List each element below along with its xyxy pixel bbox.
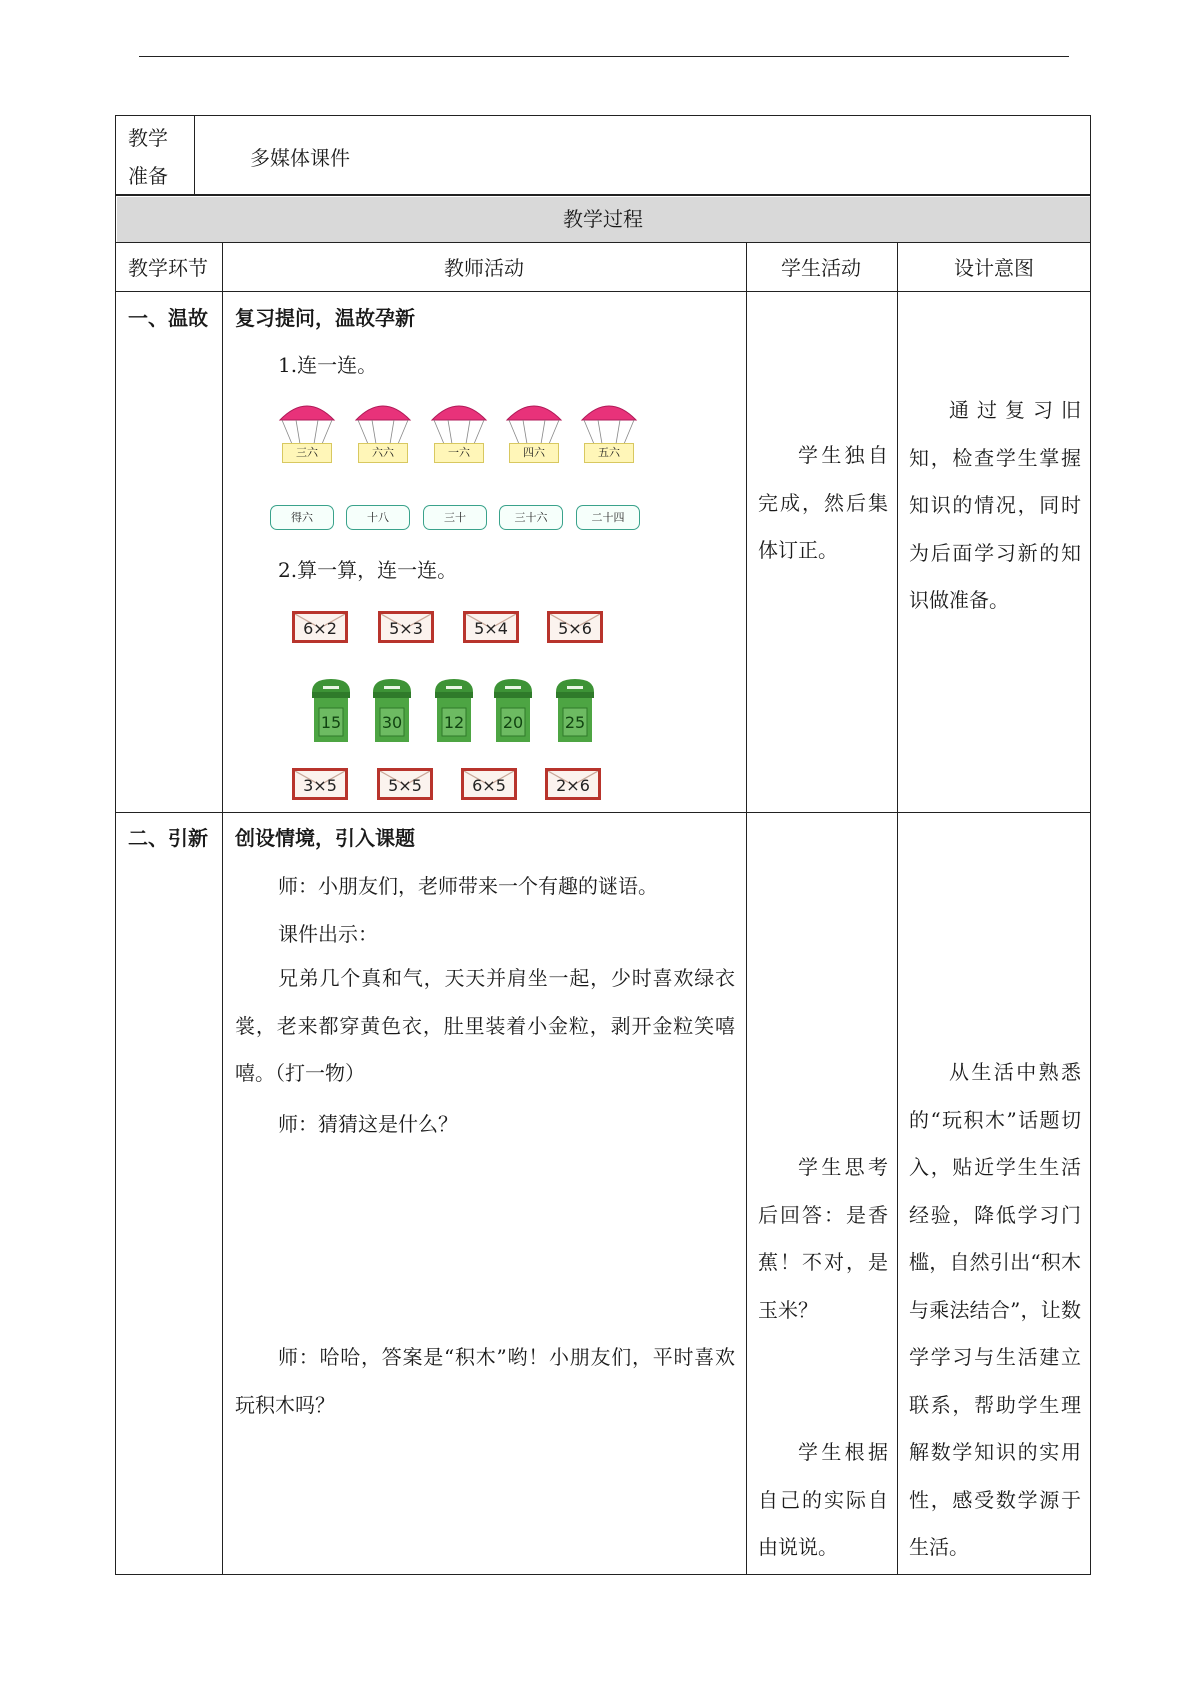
task1-label: 1.连一连。 [278, 353, 378, 377]
section2-line3: 师：猜猜这是什么？ [278, 1112, 458, 1136]
parachute-5 [580, 398, 638, 468]
mailbox-icon [311, 678, 351, 742]
section2-heading: 创设情境，引入课题 [235, 826, 415, 850]
section2-riddle: 兄弟几个真和气，天天并肩坐一起，少时喜欢绿衣裳，老来都穿黄色衣，肚里装着小金粒，剥开金粒笑嘻嘻。（打一物） [235, 966, 735, 1085]
mailbox-label: 20 [502, 713, 524, 732]
envelope-label: 2×6 [556, 776, 590, 795]
mailbox-label: 25 [564, 713, 586, 732]
task2-label: 2.算一算，连一连。 [278, 558, 458, 582]
parachute-icon [430, 398, 488, 448]
mailbox-1 [311, 678, 351, 742]
envelope-label: 3×5 [303, 776, 337, 795]
envelope-bottom-1 [292, 768, 348, 800]
parachute-icon [278, 398, 336, 448]
mailbox-label: 15 [320, 713, 342, 732]
process-title: 教学过程 [563, 207, 643, 231]
parachute-4 [505, 398, 563, 468]
section2-line2: 课件出示： [278, 922, 378, 946]
answer-3: 三十 [423, 505, 487, 530]
parachute-label: 六六 [358, 443, 408, 463]
section1-heading: 复习提问，温故孕新 [235, 306, 415, 330]
section2-stage: 二、引新 [128, 826, 208, 850]
section2-intent: 从生活中熟悉的“玩积木”话题切入，贴近学生生活经验，降低学习门槛，自然引出“积木与乘法结合”，让数学学习与生活建立联系，帮助学生理解数学知识的实用性，感受数学源于生活。 [909, 1060, 1081, 1559]
col-header-teacher: 教师活动 [444, 256, 524, 280]
section2-line1: 师：小朋友们，老师带来一个有趣的谜语。 [278, 874, 658, 898]
envelope-label: 6×2 [303, 619, 337, 638]
col-header-student: 学生活动 [781, 256, 861, 280]
col-divider-1 [222, 242, 223, 1575]
mailbox-4 [493, 678, 533, 742]
mailbox-icon [555, 678, 595, 742]
parachute-label: 四六 [509, 443, 559, 463]
title-divider [115, 242, 1091, 243]
parachute-icon [580, 398, 638, 448]
mailbox-icon [434, 678, 474, 742]
mailbox-label: 12 [443, 713, 465, 732]
parachute-2 [354, 398, 412, 468]
section-divider [115, 812, 1091, 813]
envelope-label: 5×4 [474, 619, 508, 638]
envelope-top-3 [463, 611, 519, 643]
section1-intent: 通过复习旧知，检查学生掌握知识的情况，同时为后面学习新的知识做准备。 [909, 398, 1081, 612]
mailbox-label: 30 [381, 713, 403, 732]
parachute-3 [430, 398, 488, 468]
parachute-icon [505, 398, 563, 448]
parachute-1 [278, 398, 336, 468]
answer-2: 十八 [346, 505, 410, 530]
section2-student1: 学生思考后回答：是香蕉！不对，是玉米？ [758, 1155, 888, 1322]
mailbox-5 [555, 678, 595, 742]
mailbox-3 [434, 678, 474, 742]
envelope-bottom-3 [461, 768, 517, 800]
envelope-bottom-4 [545, 768, 601, 800]
col-divider-3 [897, 242, 898, 1575]
col-header-intent: 设计意图 [954, 256, 1034, 280]
header-row-divider [115, 291, 1091, 292]
col-header-stage: 教学环节 [128, 256, 208, 280]
envelope-label: 6×5 [472, 776, 506, 795]
prep-divider [194, 115, 195, 195]
col-divider-2 [746, 242, 747, 1575]
prep-label-line1: 教学 [128, 126, 168, 150]
answer-4: 三十六 [499, 505, 563, 530]
envelope-top-4 [547, 611, 603, 643]
mailbox-icon [493, 678, 533, 742]
mailbox-2 [372, 678, 412, 742]
envelope-top-1 [292, 611, 348, 643]
prep-label-line2: 准备 [128, 164, 168, 188]
envelope-label: 5×6 [558, 619, 592, 638]
section1-student: 学生独自完成，然后集体订正。 [758, 443, 888, 562]
section2-line4: 师：哈哈，答案是“积木”哟！小朋友们，平时喜欢玩积木吗？ [235, 1345, 735, 1417]
section2-student2: 学生根据自己的实际自由说说。 [758, 1440, 888, 1559]
answer-1: 得六 [270, 505, 334, 530]
section1-stage: 一、温故 [128, 306, 208, 330]
envelope-label: 5×5 [388, 776, 422, 795]
parachute-icon [354, 398, 412, 448]
envelope-bottom-2 [377, 768, 433, 800]
mailbox-icon [372, 678, 412, 742]
envelope-top-2 [378, 611, 434, 643]
parachute-label: 一六 [434, 443, 484, 463]
parachute-label: 五六 [584, 443, 634, 463]
header-rule [139, 56, 1069, 57]
envelope-label: 5×3 [389, 619, 423, 638]
prep-value: 多媒体课件 [250, 146, 350, 170]
answer-5: 二十四 [576, 505, 640, 530]
parachute-label: 三六 [282, 443, 332, 463]
